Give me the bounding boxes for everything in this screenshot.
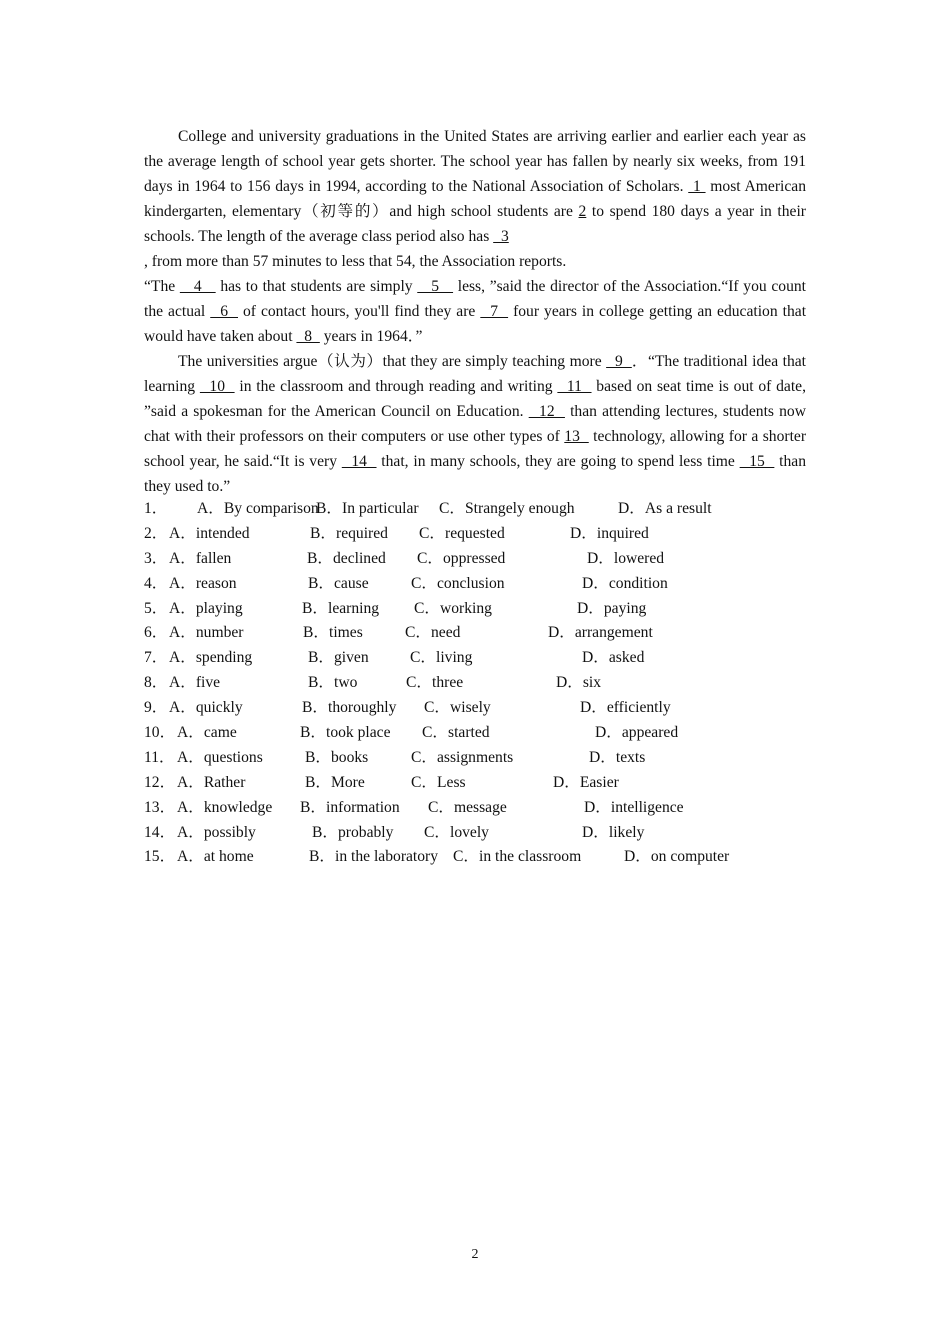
option-d: D．As a result — [618, 500, 712, 517]
paragraph-3: The universities argue（认为）that they are simply teaching more 9 ．“The traditional idea that learning 10 in the classroom and through reading and writing 11 based on seat time is out of date, ”said a spokesman for the American Council on Education. 12 than attending lectures, students now chat with their professors on their computers or use other types of 13 technology, allowing for a shorter school year, he said.“It is very 14 that, in many schools, they are going to spend less time 15 than they used to.” — [144, 353, 807, 495]
option-c: C．wisely — [424, 699, 491, 717]
option-d: D．six — [556, 674, 602, 692]
option-c: C．Strangely enough — [439, 500, 575, 517]
option-c: C．need — [405, 624, 461, 642]
option-d: D．appeared — [595, 724, 679, 742]
blank-13: 13 — [564, 428, 589, 445]
option-a: A．questions — [177, 748, 263, 766]
blank-12: 12 — [528, 403, 565, 420]
question-row — [144, 771, 824, 796]
option-d: D．asked — [582, 649, 645, 667]
option-c: C．three — [406, 674, 464, 692]
question-row — [144, 547, 824, 572]
option-c: C．Less — [411, 773, 466, 791]
option-c: C．message — [428, 798, 507, 816]
blank-4: 4 — [179, 278, 216, 295]
option-a: A．intended — [169, 524, 250, 542]
option-b: B．cause — [308, 574, 369, 592]
option-d: D．arrangement — [548, 624, 653, 642]
question-number: 12． — [144, 773, 176, 791]
option-a: A．fallen — [169, 549, 232, 567]
option-b: B．More — [305, 773, 365, 791]
option-a: A．knowledge — [177, 798, 273, 816]
question-row — [144, 671, 824, 696]
option-c: C．working — [414, 599, 492, 617]
option-b: B．In particular — [316, 500, 419, 517]
option-b: B．information — [300, 798, 400, 816]
option-a: A．spending — [169, 649, 253, 667]
blank-14: 14 — [341, 453, 377, 470]
option-c: C．living — [410, 649, 473, 667]
option-b: B．books — [305, 748, 369, 766]
question-row — [144, 522, 824, 547]
blank-6: 6 — [210, 303, 238, 320]
option-b: B．two — [308, 674, 358, 692]
question-number: 10． — [144, 724, 176, 742]
option-b: B．probably — [312, 823, 394, 841]
option-a: A．reason — [169, 574, 237, 592]
option-b: B．times — [303, 624, 363, 642]
option-c: C．lovely — [424, 823, 489, 841]
paragraph-1: College and university graduations in the United States are arriving earlier and earlier each year as the average length of school year gets shorter. The school year has fallen by nearly six weeks, from 191 days in 1964 to 156 days in 1994, according to the National Association of Scholars. 1 most American kindergarten, elementary（初等的）and high school students are 2 to spend 180 days a year in their schools. The length of the average class period also has 3 , from more than 57 minutes to less that 54, the Association reports. — [144, 128, 806, 270]
option-d: D．on computer — [624, 848, 730, 866]
option-a: A．possibly — [177, 823, 256, 841]
option-d: D．likely — [582, 823, 645, 841]
blank-1: 1 — [688, 178, 706, 195]
blank-2: 2 — [578, 203, 587, 220]
question-number: 13． — [144, 798, 176, 816]
blank-3: 3 — [493, 228, 509, 245]
option-b: B．in the laboratory — [309, 848, 439, 866]
question-number: 2． — [144, 524, 168, 542]
option-d: D．intelligence — [584, 798, 684, 816]
option-d: D．paying — [577, 599, 647, 617]
question-number: 11． — [144, 748, 175, 766]
question-row — [144, 721, 824, 746]
blank-7: 7 — [480, 303, 509, 320]
option-a: A．By comparison — [197, 500, 319, 517]
question-number: 3． — [144, 549, 168, 567]
option-d: D．condition — [582, 574, 668, 592]
question-number: 14． — [144, 823, 176, 841]
option-b: B．learning — [302, 599, 380, 617]
option-c: C．in the classroom — [453, 848, 582, 866]
option-b: B．declined — [307, 549, 386, 567]
option-a: A．Rather — [177, 773, 246, 791]
option-a: A．five — [169, 674, 221, 692]
option-a: A．at home — [177, 848, 254, 866]
answer-options — [144, 497, 824, 870]
question-row — [144, 621, 824, 646]
option-a: A．playing — [169, 599, 243, 617]
option-c: C．requested — [419, 524, 505, 542]
question-number: 9． — [144, 699, 168, 717]
question-row — [144, 646, 824, 671]
paragraph-2: “The 4 has to that students are simply 5 less, ”said the director of the Association.“If you count the actual 6 of contact hours, you'll find they are 7 four years in college getting an education that would have taken about 8 years in 1964．” — [144, 278, 807, 345]
blank-10: 10 — [199, 378, 235, 395]
option-b: B．required — [310, 524, 388, 542]
blank-11: 11 — [557, 378, 592, 395]
question-row — [144, 845, 824, 870]
question-number: 5． — [144, 599, 168, 617]
option-b: B．thoroughly — [302, 699, 397, 717]
option-c: C．oppressed — [417, 549, 506, 567]
option-d: D．texts — [589, 748, 646, 766]
option-a: A．number — [169, 624, 244, 642]
option-b: B．took place — [300, 724, 391, 742]
question-row — [144, 696, 824, 721]
question-number: 4． — [144, 574, 168, 592]
question-number: 8． — [144, 674, 168, 692]
blank-9: 9 — [606, 353, 632, 370]
question-row — [144, 597, 824, 622]
option-a: A．came — [177, 724, 237, 742]
option-d: D．Easier — [553, 773, 619, 791]
option-c: C．started — [422, 724, 490, 742]
passage — [144, 124, 806, 499]
question-row — [144, 497, 824, 522]
option-b: B．given — [308, 649, 369, 667]
question-number: 6． — [144, 624, 168, 642]
question-row — [144, 796, 824, 821]
question-number: 7． — [144, 649, 168, 667]
option-d: D．inquired — [570, 524, 649, 542]
question-number: 15． — [144, 848, 176, 866]
question-row — [144, 572, 824, 597]
blank-8: 8 — [296, 328, 320, 345]
option-c: C．conclusion — [411, 574, 505, 592]
option-a: A．quickly — [169, 699, 243, 717]
question-number: 1． — [144, 500, 168, 517]
blank-15: 15 — [739, 453, 775, 470]
option-d: D．efficiently — [580, 699, 671, 717]
option-c: C．assignments — [411, 748, 514, 766]
question-row — [144, 821, 824, 846]
blank-5: 5 — [417, 278, 454, 295]
option-d: D．lowered — [587, 549, 665, 567]
question-row — [144, 746, 824, 771]
page-number: 2 — [471, 1247, 479, 1262]
